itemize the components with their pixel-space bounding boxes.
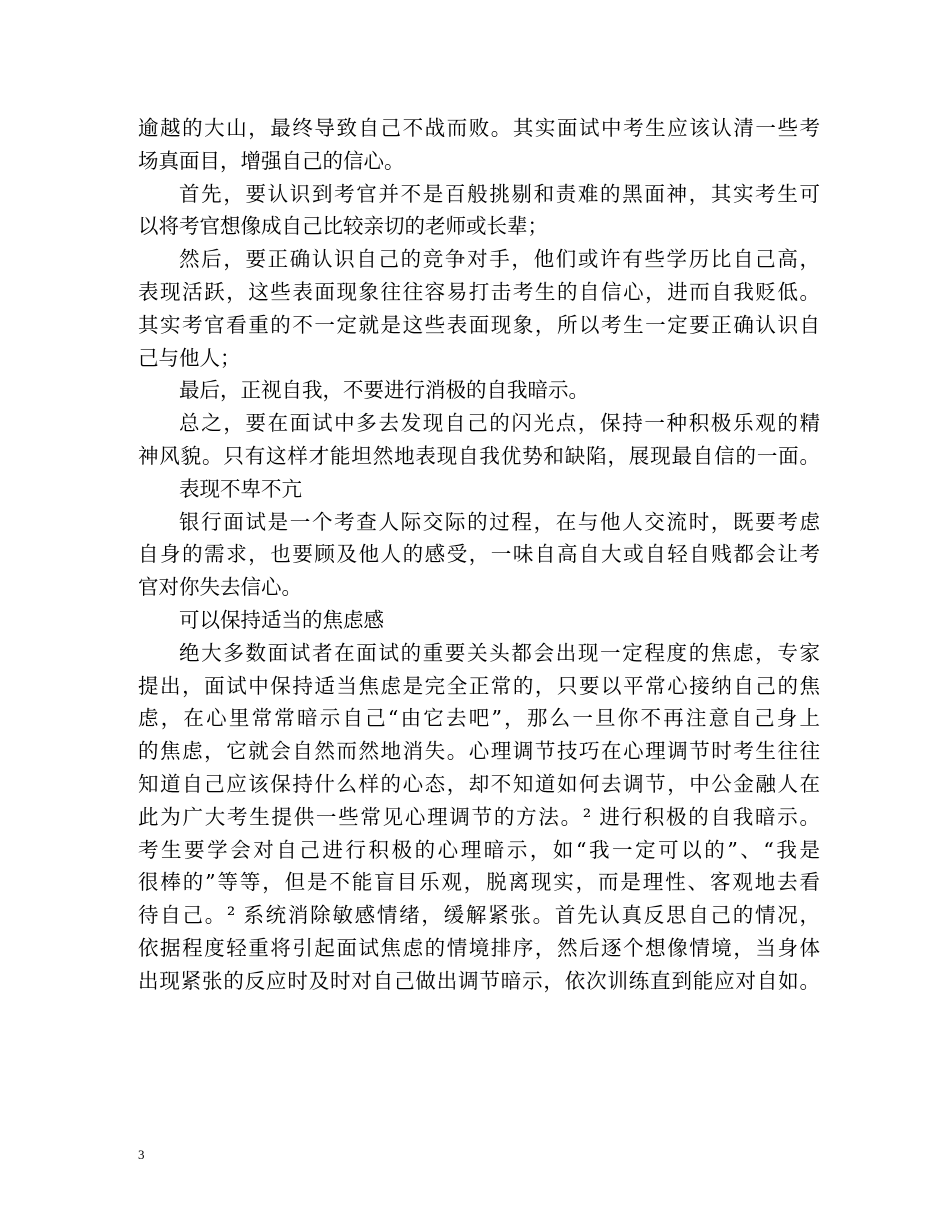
text-line: 己与他人； [138,345,241,370]
text-line: 首先，要认识到考官并不是百般挑剔和责难的黑面神，其实考生可 [179,181,820,206]
text-line: 虑，在心里常常暗示自己“由它去吧”，那么一旦你不再注意自己身上 [138,706,820,731]
text-line: 知道自己应该保持什么样的心态，却不知道如何去调节，中公金融人在 [138,771,820,796]
page-number: 3 [138,1147,145,1162]
text-line: 以将考官想像成自己比较亲切的老师或长辈； [138,214,548,239]
text-line: 出现紧张的反应时及时对自己做出调节暗示，依次训练直到能应对自如。 [138,968,820,993]
text-line: 此为广大考生提供一些常见心理调节的方法。² 进行积极的自我暗示。 [138,804,820,829]
text-line: 场真面目，增强自己的信心。 [138,148,405,173]
text-line: 总之，要在面试中多去发现自己的闪光点，保持一种积极乐观的精 [179,411,820,436]
text-line: 很棒的”等等，但是不能盲目乐观，脱离现实，而是理性、客观地去看 [138,870,820,895]
text-line: 银行面试是一个考查人际交际的过程，在与他人交流时，既要考虑 [179,509,820,534]
text-line: 考生要学会对自己进行积极的心理暗示，如“我一定可以的”、“我是 [138,837,820,862]
text-line: 神风貌。只有这样才能坦然地表现自我优势和缺陷，展现最自信的一面。 [138,443,820,468]
text-line: 最后，正视自我，不要进行消极的自我暗示。 [179,378,589,403]
text-line: 的焦虑，它就会自然而然地消失。心理调节技巧在心理调节时考生往往 [138,739,820,764]
text-line: 表现活跃，这些表面现象往往容易打击考生的自信心，进而自我贬低。 [138,279,820,304]
text-line: 然后，要正确认识自己的竞争对手，他们或许有些学历比自己高， [179,247,820,272]
text-line: 逾越的大山，最终导致自己不战而败。其实面试中考生应该认清一些考 [138,116,820,140]
body-text [138,112,820,998]
text-line: 可以保持适当的焦虑感 [179,607,384,632]
text-line: 依据程度轻重将引起面试焦虑的情境排序，然后逐个想像情境，当身体 [138,935,820,960]
text-line: 绝大多数面试者在面试的重要关头都会出现一定程度的焦虑，专家 [179,640,820,665]
text-line: 其实考官看重的不一定就是这些表面现象，所以考生一定要正确认识自 [138,312,820,337]
text-line: 官对你失去信心。 [138,575,302,600]
text-line: 自身的需求，也要顾及他人的感受，一味自高自大或自轻自贱都会让考 [138,542,820,567]
text-line: 表现不卑不亢 [179,476,302,501]
text-line: 提出，面试中保持适当焦虑是完全正常的，只要以平常心接纳自己的焦 [138,673,820,698]
text-line: 待自己。² 系统消除敏感情绪，缓解紧张。首先认真反思自己的情况， [138,903,820,928]
